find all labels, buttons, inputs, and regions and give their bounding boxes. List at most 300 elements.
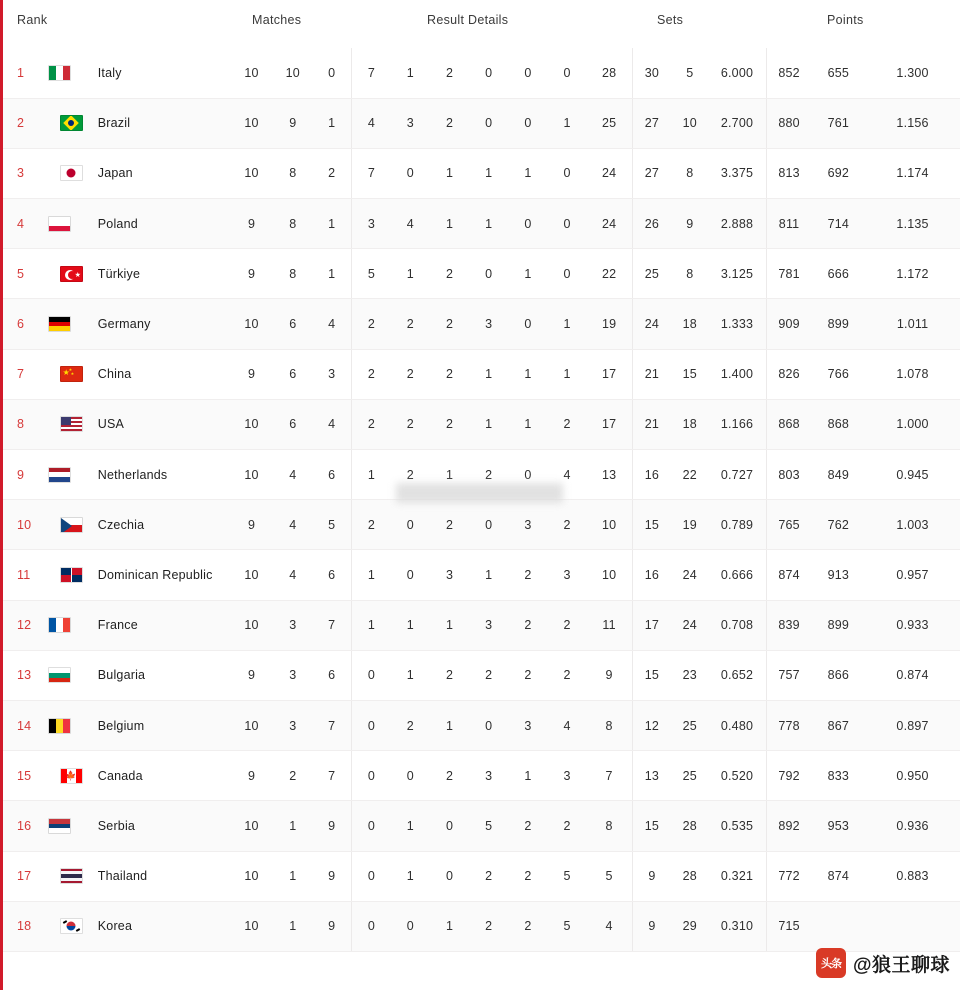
flag-icon	[48, 700, 93, 750]
cell-points-1: 849	[812, 450, 866, 500]
cell-result-1: 1	[391, 600, 430, 650]
cell-sets-1: 5	[671, 48, 708, 98]
cell-result-0: 3	[352, 199, 391, 249]
cell-team: Dominican Republic	[94, 550, 230, 600]
cell-points-1: 953	[812, 801, 866, 851]
cell-result-5: 0	[548, 199, 587, 249]
cell-matches-2: 1	[312, 98, 351, 148]
cell-ratio: 0.945	[865, 450, 960, 500]
cell-sets-2: 0.520	[708, 751, 766, 801]
cell-result-2: 1	[430, 450, 469, 500]
cell-matches-0: 10	[230, 450, 273, 500]
flag-icon: 🍁	[48, 751, 93, 801]
cell-result-0: 1	[352, 600, 391, 650]
cell-rank: 8	[3, 399, 48, 449]
cell-rank: 9	[3, 450, 48, 500]
cell-result-1: 4	[391, 199, 430, 249]
cell-sets-1: 8	[671, 148, 708, 198]
cell-team: China	[94, 349, 230, 399]
cell-result-4: 2	[508, 650, 547, 700]
cell-sets-2: 0.321	[708, 851, 766, 901]
cell-result-6: 4	[587, 901, 632, 951]
cell-matches-2: 6	[312, 450, 351, 500]
cell-matches-1: 3	[273, 700, 312, 750]
cell-result-3: 0	[469, 700, 508, 750]
cell-matches-2: 3	[312, 349, 351, 399]
cell-team: Belgium	[94, 700, 230, 750]
cell-result-0: 7	[352, 48, 391, 98]
cell-result-4: 1	[508, 751, 547, 801]
cell-matches-2: 6	[312, 550, 351, 600]
cell-matches-0: 9	[230, 751, 273, 801]
cell-result-0: 4	[352, 98, 391, 148]
cell-matches-0: 10	[230, 98, 273, 148]
cell-matches-1: 1	[273, 801, 312, 851]
cell-result-1: 3	[391, 98, 430, 148]
cell-result-3: 1	[469, 399, 508, 449]
cell-result-3: 1	[469, 349, 508, 399]
cell-result-6: 22	[587, 249, 632, 299]
cell-result-2: 2	[430, 650, 469, 700]
cell-points-0: 772	[766, 851, 811, 901]
cell-ratio: 0.883	[865, 851, 960, 901]
cell-result-6: 5	[587, 851, 632, 901]
cell-rank: 1	[3, 48, 48, 98]
cell-sets-2: 1.166	[708, 399, 766, 449]
cell-result-0: 7	[352, 148, 391, 198]
cell-points-0: 778	[766, 700, 811, 750]
cell-ratio: 1.135	[865, 199, 960, 249]
cell-result-2: 1	[430, 148, 469, 198]
cell-result-3: 0	[469, 98, 508, 148]
table-group-header	[3, 0, 960, 48]
cell-points-0: 868	[766, 399, 811, 449]
cell-sets-0: 21	[632, 399, 671, 449]
table-row[interactable]	[3, 550, 960, 600]
cell-sets-0: 12	[632, 700, 671, 750]
cell-result-5: 0	[548, 249, 587, 299]
cell-result-1: 2	[391, 450, 430, 500]
cell-result-4: 0	[508, 450, 547, 500]
cell-team: Brazil	[94, 98, 230, 148]
table-row[interactable]	[3, 851, 960, 901]
cell-result-1: 0	[391, 148, 430, 198]
table-row[interactable]	[3, 600, 960, 650]
cell-sets-1: 24	[671, 550, 708, 600]
cell-result-1: 2	[391, 349, 430, 399]
cell-result-3: 2	[469, 851, 508, 901]
cell-matches-1: 8	[273, 148, 312, 198]
cell-matches-0: 9	[230, 349, 273, 399]
cell-matches-0: 10	[230, 550, 273, 600]
cell-result-6: 10	[587, 550, 632, 600]
cell-result-6: 7	[587, 751, 632, 801]
cell-ratio: 0.897	[865, 700, 960, 750]
cell-result-4: 2	[508, 600, 547, 650]
flag-icon	[48, 299, 93, 349]
cell-result-2: 2	[430, 500, 469, 550]
cell-matches-1: 8	[273, 199, 312, 249]
cell-result-0: 0	[352, 901, 391, 951]
flag-icon	[48, 851, 93, 901]
table-row[interactable]	[3, 901, 960, 951]
cell-points-1: 761	[812, 98, 866, 148]
cell-sets-2: 1.333	[708, 299, 766, 349]
flag-icon	[48, 600, 93, 650]
cell-rank: 16	[3, 801, 48, 851]
cell-matches-0: 9	[230, 650, 273, 700]
cell-team: Canada	[94, 751, 230, 801]
cell-points-1: 666	[812, 249, 866, 299]
cell-sets-0: 30	[632, 48, 671, 98]
cell-points-0: 757	[766, 650, 811, 700]
cell-points-1: 867	[812, 700, 866, 750]
cell-rank: 10	[3, 500, 48, 550]
cell-rank: 18	[3, 901, 48, 951]
cell-matches-1: 9	[273, 98, 312, 148]
flag-icon	[48, 199, 93, 249]
cell-sets-2: 3.375	[708, 148, 766, 198]
cell-result-6: 28	[587, 48, 632, 98]
cell-result-5: 1	[548, 349, 587, 399]
cell-result-3: 3	[469, 600, 508, 650]
flag-icon	[48, 98, 93, 148]
cell-rank: 17	[3, 851, 48, 901]
cell-result-5: 3	[548, 751, 587, 801]
cell-result-6: 17	[587, 349, 632, 399]
cell-sets-2: 2.888	[708, 199, 766, 249]
cell-points-0: 909	[766, 299, 811, 349]
cell-matches-2: 9	[312, 901, 351, 951]
table-row[interactable]	[3, 349, 960, 399]
cell-team: Thailand	[94, 851, 230, 901]
cell-result-4: 2	[508, 550, 547, 600]
cell-ratio	[865, 901, 960, 951]
cell-matches-1: 1	[273, 851, 312, 901]
cell-ratio: 0.936	[865, 801, 960, 851]
cell-result-6: 17	[587, 399, 632, 449]
cell-matches-2: 7	[312, 600, 351, 650]
cell-result-0: 2	[352, 399, 391, 449]
cell-sets-1: 22	[671, 450, 708, 500]
cell-result-2: 0	[430, 801, 469, 851]
cell-sets-2: 6.000	[708, 48, 766, 98]
cell-result-4: 3	[508, 500, 547, 550]
cell-ratio: 0.957	[865, 550, 960, 600]
cell-result-3: 3	[469, 751, 508, 801]
table-row[interactable]	[3, 450, 960, 500]
cell-rank: 6	[3, 299, 48, 349]
cell-sets-1: 10	[671, 98, 708, 148]
cell-points-1: 913	[812, 550, 866, 600]
cell-points-0: 781	[766, 249, 811, 299]
cell-result-6: 24	[587, 148, 632, 198]
cell-points-0: 715	[766, 901, 811, 951]
cell-matches-2: 2	[312, 148, 351, 198]
cell-rank: 4	[3, 199, 48, 249]
cell-matches-0: 10	[230, 48, 273, 98]
cell-result-0: 0	[352, 700, 391, 750]
cell-points-0: 811	[766, 199, 811, 249]
cell-ratio: 1.011	[865, 299, 960, 349]
cell-points-0: 874	[766, 550, 811, 600]
cell-matches-0: 10	[230, 851, 273, 901]
cell-matches-2: 9	[312, 851, 351, 901]
cell-sets-0: 15	[632, 500, 671, 550]
cell-team: France	[94, 600, 230, 650]
cell-matches-0: 10	[230, 801, 273, 851]
cell-matches-1: 4	[273, 500, 312, 550]
cell-ratio: 1.003	[865, 500, 960, 550]
cell-matches-1: 3	[273, 600, 312, 650]
cell-matches-1: 4	[273, 450, 312, 500]
table-row[interactable]	[3, 500, 960, 550]
cell-ratio: 0.874	[865, 650, 960, 700]
flag-icon	[48, 450, 93, 500]
cell-result-3: 1	[469, 148, 508, 198]
cell-result-3: 1	[469, 199, 508, 249]
table-row[interactable]	[3, 199, 960, 249]
cell-matches-2: 1	[312, 199, 351, 249]
cell-matches-1: 2	[273, 751, 312, 801]
cell-result-4: 0	[508, 299, 547, 349]
cell-sets-2: 0.535	[708, 801, 766, 851]
cell-sets-2: 2.700	[708, 98, 766, 148]
cell-result-6: 11	[587, 600, 632, 650]
cell-result-6: 25	[587, 98, 632, 148]
cell-result-6: 10	[587, 500, 632, 550]
table-row[interactable]	[3, 299, 960, 349]
cell-result-5: 0	[548, 48, 587, 98]
cell-points-1: 874	[812, 851, 866, 901]
cell-result-6: 19	[587, 299, 632, 349]
cell-result-5: 2	[548, 801, 587, 851]
table-row[interactable]	[3, 751, 960, 801]
cell-ratio: 0.950	[865, 751, 960, 801]
cell-result-4: 3	[508, 700, 547, 750]
cell-points-1: 766	[812, 349, 866, 399]
cell-sets-1: 28	[671, 851, 708, 901]
cell-result-6: 8	[587, 700, 632, 750]
cell-result-1: 0	[391, 550, 430, 600]
cell-result-5: 5	[548, 901, 587, 951]
cell-result-4: 1	[508, 249, 547, 299]
cell-result-2: 2	[430, 249, 469, 299]
cell-result-2: 0	[430, 851, 469, 901]
cell-sets-0: 15	[632, 801, 671, 851]
cell-sets-2: 3.125	[708, 249, 766, 299]
cell-matches-0: 10	[230, 901, 273, 951]
cell-sets-2: 0.789	[708, 500, 766, 550]
cell-ratio: 1.300	[865, 48, 960, 98]
flag-icon	[48, 650, 93, 700]
cell-points-0: 826	[766, 349, 811, 399]
cell-matches-1: 3	[273, 650, 312, 700]
cell-result-2: 2	[430, 349, 469, 399]
cell-result-3: 2	[469, 450, 508, 500]
cell-result-2: 3	[430, 550, 469, 600]
cell-sets-0: 16	[632, 550, 671, 600]
header-result-details: Result Details	[427, 13, 509, 27]
cell-points-0: 813	[766, 148, 811, 198]
cell-points-1: 714	[812, 199, 866, 249]
cell-result-0: 0	[352, 851, 391, 901]
cell-points-0: 852	[766, 48, 811, 98]
cell-team: Poland	[94, 199, 230, 249]
cell-matches-1: 10	[273, 48, 312, 98]
cell-points-1	[812, 901, 866, 951]
header-sets: Sets	[657, 13, 684, 27]
cell-result-4: 1	[508, 349, 547, 399]
cell-result-4: 0	[508, 199, 547, 249]
table-row[interactable]	[3, 98, 960, 148]
cell-sets-0: 26	[632, 199, 671, 249]
cell-sets-1: 19	[671, 500, 708, 550]
flag-icon	[48, 500, 93, 550]
cell-rank: 3	[3, 148, 48, 198]
cell-sets-0: 13	[632, 751, 671, 801]
cell-result-0: 0	[352, 650, 391, 700]
table-row[interactable]	[3, 801, 960, 851]
cell-matches-1: 6	[273, 399, 312, 449]
cell-result-0: 2	[352, 299, 391, 349]
header-points: Points	[827, 13, 864, 27]
cell-sets-0: 16	[632, 450, 671, 500]
cell-matches-2: 4	[312, 399, 351, 449]
table-row[interactable]	[3, 148, 960, 198]
table-row[interactable]	[3, 48, 960, 98]
cell-result-0: 1	[352, 450, 391, 500]
cell-matches-0: 9	[230, 199, 273, 249]
cell-result-6: 24	[587, 199, 632, 249]
cell-result-0: 2	[352, 500, 391, 550]
flag-icon: ★ ★ ★	[48, 349, 93, 399]
cell-matches-0: 10	[230, 600, 273, 650]
cell-result-2: 2	[430, 299, 469, 349]
cell-ratio: 1.156	[865, 98, 960, 148]
cell-result-4: 2	[508, 851, 547, 901]
cell-team: Bulgaria	[94, 650, 230, 700]
cell-result-5: 4	[548, 700, 587, 750]
cell-matches-1: 6	[273, 349, 312, 399]
cell-rank: 5	[3, 249, 48, 299]
cell-team: Netherlands	[94, 450, 230, 500]
cell-matches-2: 7	[312, 700, 351, 750]
cell-matches-0: 10	[230, 148, 273, 198]
cell-result-3: 3	[469, 299, 508, 349]
table-row[interactable]	[3, 650, 960, 700]
cell-team: Germany	[94, 299, 230, 349]
cell-matches-2: 9	[312, 801, 351, 851]
cell-result-3: 0	[469, 500, 508, 550]
cell-result-5: 2	[548, 500, 587, 550]
table-row[interactable]	[3, 700, 960, 750]
cell-sets-1: 15	[671, 349, 708, 399]
cell-ratio: 1.078	[865, 349, 960, 399]
cell-result-1: 2	[391, 700, 430, 750]
cell-result-4: 0	[508, 98, 547, 148]
cell-sets-1: 24	[671, 600, 708, 650]
cell-points-0: 892	[766, 801, 811, 851]
cell-team: Japan	[94, 148, 230, 198]
cell-sets-2: 1.400	[708, 349, 766, 399]
table-row[interactable]	[3, 249, 960, 299]
cell-result-0: 0	[352, 751, 391, 801]
cell-result-4: 1	[508, 399, 547, 449]
cell-team: Türkiye	[94, 249, 230, 299]
cell-result-1: 2	[391, 299, 430, 349]
watermark	[816, 948, 950, 978]
cell-result-2: 2	[430, 751, 469, 801]
flag-icon: ★	[48, 249, 93, 299]
cell-sets-1: 23	[671, 650, 708, 700]
cell-sets-1: 25	[671, 700, 708, 750]
cell-matches-1: 4	[273, 550, 312, 600]
cell-rank: 12	[3, 600, 48, 650]
cell-matches-0: 10	[230, 299, 273, 349]
header-matches: Matches	[252, 13, 302, 27]
cell-result-0: 0	[352, 801, 391, 851]
cell-rank: 13	[3, 650, 48, 700]
cell-sets-1: 18	[671, 399, 708, 449]
flag-icon	[48, 901, 93, 951]
cell-sets-0: 9	[632, 851, 671, 901]
cell-sets-0: 17	[632, 600, 671, 650]
cell-sets-0: 24	[632, 299, 671, 349]
cell-result-4: 0	[508, 48, 547, 98]
cell-matches-0: 9	[230, 500, 273, 550]
cell-matches-2: 6	[312, 650, 351, 700]
cell-matches-0: 10	[230, 399, 273, 449]
cell-points-1: 868	[812, 399, 866, 449]
table-row[interactable]	[3, 399, 960, 449]
cell-ratio: 1.174	[865, 148, 960, 198]
cell-rank: 15	[3, 751, 48, 801]
cell-result-3: 0	[469, 48, 508, 98]
cell-sets-0: 15	[632, 650, 671, 700]
cell-result-5: 4	[548, 450, 587, 500]
cell-result-2: 2	[430, 98, 469, 148]
flag-icon	[48, 550, 93, 600]
cell-result-6: 13	[587, 450, 632, 500]
cell-points-0: 792	[766, 751, 811, 801]
cell-result-0: 2	[352, 349, 391, 399]
cell-result-1: 1	[391, 48, 430, 98]
cell-sets-2: 0.708	[708, 600, 766, 650]
cell-sets-1: 28	[671, 801, 708, 851]
cell-sets-1: 8	[671, 249, 708, 299]
cell-sets-0: 27	[632, 98, 671, 148]
cell-result-2: 1	[430, 700, 469, 750]
cell-matches-0: 9	[230, 249, 273, 299]
cell-team: Czechia	[94, 500, 230, 550]
cell-ratio: 1.172	[865, 249, 960, 299]
header-rank: Rank	[17, 13, 48, 27]
cell-sets-0: 9	[632, 901, 671, 951]
cell-result-3: 5	[469, 801, 508, 851]
ranking-table	[3, 48, 960, 952]
cell-matches-1: 1	[273, 901, 312, 951]
cell-points-1: 899	[812, 600, 866, 650]
cell-result-5: 0	[548, 148, 587, 198]
flag-icon	[48, 801, 93, 851]
cell-rank: 7	[3, 349, 48, 399]
cell-result-3: 2	[469, 901, 508, 951]
cell-result-3: 2	[469, 650, 508, 700]
cell-matches-2: 7	[312, 751, 351, 801]
cell-matches-2: 5	[312, 500, 351, 550]
cell-result-5: 5	[548, 851, 587, 901]
